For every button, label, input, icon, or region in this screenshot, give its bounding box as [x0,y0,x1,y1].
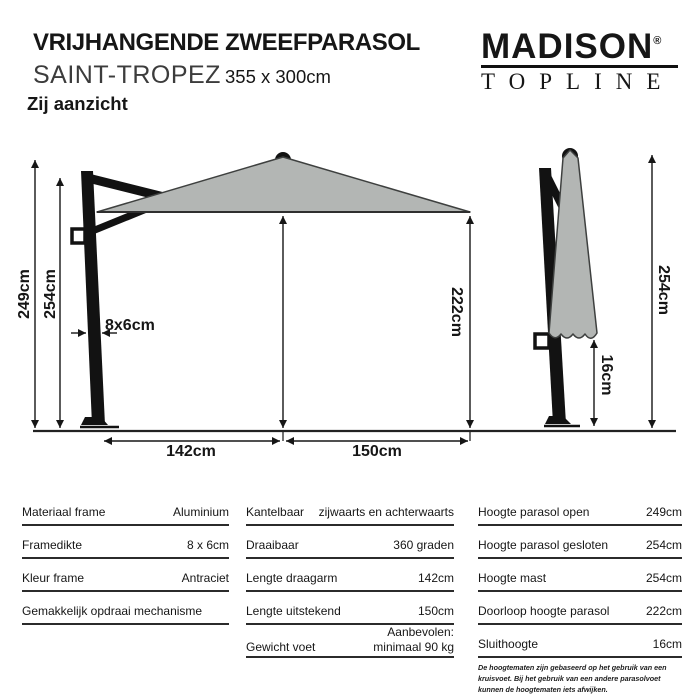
product-model: SAINT-TROPEZ [33,61,221,89]
dim-label-arm-length: 142cm [166,443,216,460]
spec-value: 254cm [645,570,682,585]
brand-name [481,29,678,64]
spec-value: 150cm [417,603,454,618]
spec-row-lengte-draagarm [246,559,454,592]
spec-value: 360 graden [393,537,454,552]
dim-label-clearance: 222cm [448,287,465,337]
dim-label-mast-height: 254cm [42,269,59,319]
brand-wordmark: MADISON [481,27,654,66]
dim-label-close-height: 16cm [598,354,615,396]
spec-row-doorloop-hoogte [478,592,682,625]
mast-foot-closed [545,416,571,424]
spec-label: Framedikte [22,537,83,552]
spec-row-hoogte-open [478,493,682,526]
spec-row-draaibaar [246,526,454,559]
page-title: VRIJHANGENDE ZWEEFPARASOL [33,29,420,56]
spec-value: 222cm [645,603,682,618]
spec-label: Kantelbaar [246,504,305,519]
canopy-open [97,157,470,212]
spec-label: Lengte draagarm [246,570,338,585]
view-label: Zij aanzicht [27,93,128,114]
spec-value: 254cm [645,537,682,552]
spec-value-line1: Aanbevolen: [387,625,454,640]
spec-value [373,625,454,654]
spec-row-hoogte-mast [478,559,682,592]
spec-row-opdraai-mechanisme [22,592,229,625]
spec-column-frame [22,493,229,625]
spec-row-sluithoogte [478,625,682,658]
spec-value-line2: minimaal 90 kg [373,639,454,654]
registered-mark: ® [653,35,663,47]
spec-label: Draaibaar [246,537,299,552]
dim-label-height-closed: 254cm [655,265,672,315]
parasol-open-figure [72,152,470,427]
spec-value: zijwaarts en achterwaarts [318,504,454,519]
canopy-closed [549,150,597,338]
crank-bracket-open [72,229,85,243]
spec-label: Gewicht voet [246,639,316,654]
spec-value: 16cm [652,636,682,651]
spec-row-kleur-frame [22,559,229,592]
spec-value: Aluminium [172,504,229,519]
spec-row-lengte-uitstekend [246,592,454,625]
spec-label: Lengte uitstekend [246,603,341,618]
brand-logo [481,29,678,93]
spec-label: Hoogte parasol open [478,504,590,519]
spec-value: 249cm [645,504,682,519]
spec-value: Antraciet [181,570,229,585]
dim-label-overhang: 150cm [352,443,402,460]
spec-row-hoogte-gesloten [478,526,682,559]
spec-label: Materiaal frame [22,504,106,519]
spec-label: Hoogte parasol gesloten [478,537,609,552]
side-view-diagram [0,130,700,475]
dim-label-frame-profile: 8x6cm [105,317,155,334]
mast-open [81,171,105,425]
spec-row-framedikte [22,526,229,559]
spec-column-heights [478,493,682,695]
parasol-closed-figure [535,148,597,426]
spec-row-gewicht-voet [246,625,454,658]
dim-label-height-open: 249cm [16,269,33,319]
crank-bracket-closed [535,334,549,348]
spec-label: Doorloop hoogte parasol [478,603,610,618]
spec-label: Gemakkelijk opdraai mechanisme [22,603,203,618]
spec-value: 142cm [417,570,454,585]
product-size: 355 x 300cm [225,66,331,87]
height-disclaimer-footnote: De hoogtematen zijn gebaseerd op het gebruik van een kruisvoet. Bij het gebruik van een andere parasolvoet kunnen de hoogtematen iets afwijken. [478,663,667,694]
spec-label: Sluithoogte [478,636,539,651]
spec-row-materiaal-frame [22,493,229,526]
spec-value: 8 x 6cm [186,537,229,552]
spec-column-functions [246,493,454,658]
spec-label: Hoogte mast [478,570,547,585]
spec-label: Kleur frame [22,570,85,585]
spec-row-kantelbaar [246,493,454,526]
brand-tagline: TOPLINE [481,69,675,94]
